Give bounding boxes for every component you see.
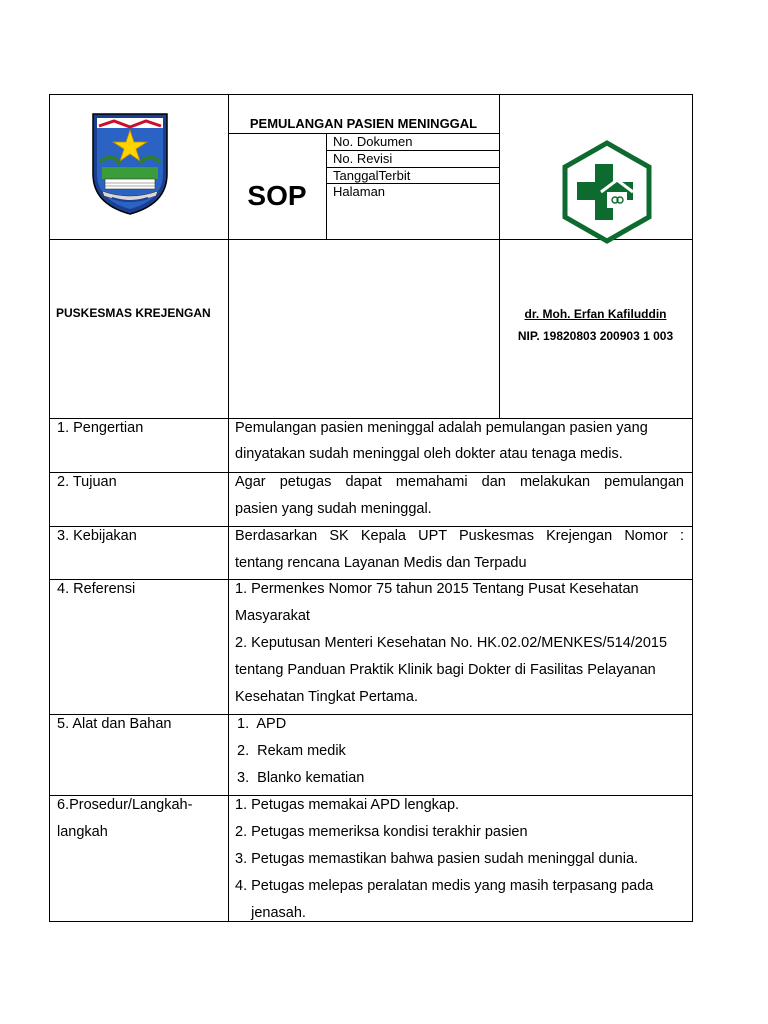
meta-label-halaman: Halaman <box>333 184 386 199</box>
table-border <box>326 133 327 239</box>
tujuan-line: Agar petugas dapat memahami dan melakukan pemulangan <box>235 474 684 490</box>
prosedur-step: 1. Petugas memakai APD lengkap. <box>235 797 460 813</box>
referensi-line: 1. Permenkes Nomor 75 tahun 2015 Tentang Pusat Kesehatan <box>235 581 639 597</box>
row-label-referensi: 4. Referensi <box>57 581 136 597</box>
referensi-line: Masyarakat <box>235 608 310 624</box>
alat-item: 2. Rekam medik <box>237 743 346 759</box>
table-border <box>228 94 229 922</box>
table-border <box>692 94 693 922</box>
table-border <box>499 94 500 419</box>
alat-item: 1. APD <box>237 716 287 732</box>
referensi-line: 2. Keputusan Menteri Kesehatan No. HK.02.02/MENKES/514/2015 <box>235 635 668 651</box>
referensi-line: Kesehatan Tingkat Pertama. <box>235 689 418 705</box>
meta-label-no-revisi: No. Revisi <box>333 151 393 166</box>
meta-label-tanggal-terbit: TanggalTerbit <box>333 168 411 183</box>
row-label-alat-bahan: 5. Alat dan Bahan <box>57 716 172 732</box>
alat-item: 3. Blanko kematian <box>237 770 365 786</box>
kebijakan-line: Berdasarkan SK Kepala UPT Puskesmas Krejengan Nomor : <box>235 528 684 544</box>
meta-label-no-dokumen: No. Dokumen <box>333 134 413 149</box>
prosedur-step: 2. Petugas memeriksa kondisi terakhir pasien <box>235 824 528 840</box>
kebijakan-line: tentang rencana Layanan Medis dan Terpadu <box>235 555 527 571</box>
organization-name: PUSKESMAS KREJENGAN <box>56 306 211 320</box>
sop-label: SOP <box>247 180 307 211</box>
document-title: PEMULANGAN PASIEN MENINGGAL <box>249 116 478 131</box>
prosedur-step: 3. Petugas memastikan bahwa pasien sudah meninggal dunia. <box>235 851 639 867</box>
row-label-pengertian: 1. Pengertian <box>57 420 144 436</box>
signatory-name: dr. Moh. Erfan Kafiluddin <box>524 307 667 321</box>
pengertian-line: Pemulangan pasien meninggal adalah pemulangan pasien yang <box>235 420 648 436</box>
puskesmas-logo-icon <box>561 140 653 246</box>
table-border <box>49 921 693 922</box>
prosedur-step: jenasah. <box>235 905 306 921</box>
row-label-prosedur: 6.Prosedur/Langkah- <box>57 797 193 813</box>
signatory-nip: NIP. 19820803 200903 1 003 <box>517 329 674 343</box>
tujuan-line: pasien yang sudah meninggal. <box>235 501 432 517</box>
row-label-kebijakan: 3. Kebijakan <box>57 528 137 544</box>
pengertian-line: dinyatakan sudah meninggal oleh dokter atau tenaga medis. <box>235 446 623 462</box>
table-border <box>49 94 50 922</box>
row-label-prosedur: langkah <box>57 824 108 840</box>
table-border <box>49 94 693 95</box>
prosedur-step: 4. Petugas melepas peralatan medis yang masih terpasang pada <box>235 878 654 894</box>
row-label-tujuan: 2. Tujuan <box>57 474 117 490</box>
regency-coat-of-arms-icon <box>90 112 170 216</box>
referensi-line: tentang Panduan Praktik Klinik bagi Dokter di Fasilitas Pelayanan <box>235 662 656 678</box>
